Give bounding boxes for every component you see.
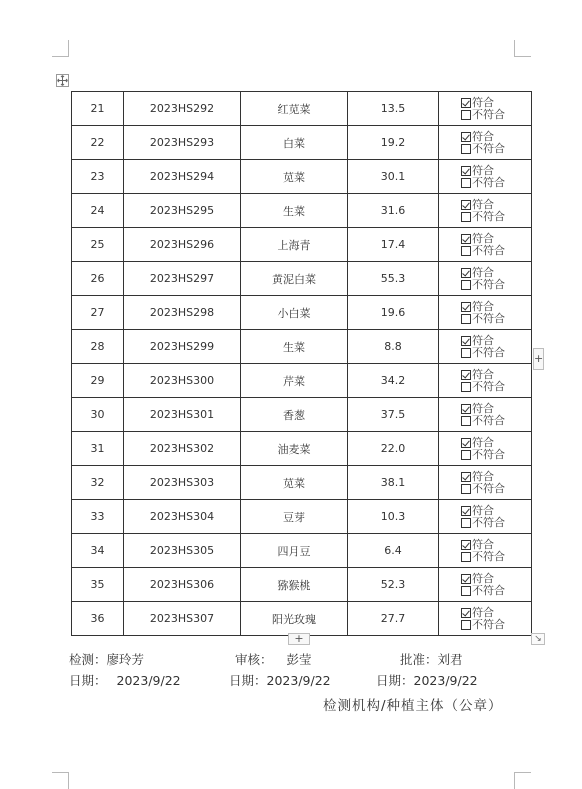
verdict-pass-option[interactable] <box>461 233 531 245</box>
result-value-cell[interactable]: 30.1 <box>348 160 439 194</box>
verdict-pass-option[interactable] <box>461 505 531 517</box>
checkbox-checked-icon[interactable] <box>461 302 471 312</box>
checkbox-empty-icon[interactable] <box>461 110 471 120</box>
checkbox-checked-icon[interactable] <box>461 234 471 244</box>
verdict-cell[interactable] <box>439 568 532 602</box>
sample-name-cell[interactable]: 上海青 <box>241 228 348 262</box>
verdict-pass-option-label: 符合 <box>472 333 494 347</box>
sample-name-cell[interactable]: 生菜 <box>241 330 348 364</box>
crop-mark-bottom-right <box>514 772 531 789</box>
verdict-pass-option[interactable] <box>461 607 531 619</box>
date-line-2 <box>229 671 331 689</box>
approver-label: 批准： <box>400 652 438 667</box>
checkbox-empty-icon[interactable] <box>461 518 471 528</box>
verdict-cell[interactable] <box>439 398 532 432</box>
sample-name-cell[interactable]: 小白菜 <box>241 296 348 330</box>
verdict-pass-option-label: 符合 <box>472 571 494 585</box>
sample-code-cell[interactable]: 2023HS302 <box>124 432 241 466</box>
approver-name: 刘君 <box>437 652 463 667</box>
checkbox-checked-icon[interactable] <box>461 506 471 516</box>
row-number-cell[interactable]: 24 <box>72 194 124 228</box>
row-number-cell[interactable]: 25 <box>72 228 124 262</box>
result-value-cell[interactable]: 52.3 <box>348 568 439 602</box>
verdict-pass-option[interactable] <box>461 437 531 449</box>
verdict-fail-option-label: 不符合 <box>472 277 505 291</box>
table-row <box>72 500 532 534</box>
sample-code-cell[interactable]: 2023HS303 <box>124 466 241 500</box>
row-number-cell[interactable]: 32 <box>72 466 124 500</box>
checkbox-checked-icon[interactable] <box>461 370 471 380</box>
verdict-fail-option-label: 不符合 <box>472 549 505 563</box>
table-row <box>72 602 532 636</box>
table-row <box>72 296 532 330</box>
verdict-fail-option[interactable] <box>461 381 531 393</box>
verdict-fail-option[interactable] <box>461 347 531 359</box>
row-number-cell[interactable]: 21 <box>72 92 124 126</box>
verdict-pass-option[interactable] <box>461 369 531 381</box>
sample-name-cell[interactable]: 黄泥白菜 <box>241 262 348 296</box>
verdict-fail-option-label: 不符合 <box>472 107 505 121</box>
sample-code-cell[interactable]: 2023HS306 <box>124 568 241 602</box>
result-value-cell[interactable]: 6.4 <box>348 534 439 568</box>
result-value-cell[interactable]: 13.5 <box>348 92 439 126</box>
date-line-3 <box>376 671 478 689</box>
approver-line <box>400 650 463 668</box>
sample-name-cell[interactable]: 红苋菜 <box>241 92 348 126</box>
verdict-fail-option-label: 不符合 <box>472 481 505 495</box>
verdict-pass-option[interactable] <box>461 539 531 551</box>
verdict-cell[interactable] <box>439 602 532 636</box>
verdict-fail-option[interactable] <box>461 313 531 325</box>
verdict-pass-option-label: 符合 <box>472 95 494 109</box>
verdict-pass-option[interactable] <box>461 301 531 313</box>
verdict-cell[interactable] <box>439 534 532 568</box>
verdict-cell[interactable] <box>439 126 532 160</box>
sample-code-cell[interactable]: 2023HS296 <box>124 228 241 262</box>
verdict-pass-option-label: 符合 <box>472 265 494 279</box>
sample-code-cell[interactable]: 2023HS299 <box>124 330 241 364</box>
checkbox-empty-icon[interactable] <box>461 586 471 596</box>
checkbox-checked-icon[interactable] <box>461 166 471 176</box>
checkbox-empty-icon[interactable] <box>461 620 471 630</box>
date-label-3: 日期： <box>376 673 414 688</box>
add-column-button[interactable]: + <box>533 348 544 370</box>
sample-code-cell[interactable]: 2023HS293 <box>124 126 241 160</box>
checkbox-checked-icon[interactable] <box>461 438 471 448</box>
result-value-cell[interactable]: 27.7 <box>348 602 439 636</box>
checkbox-empty-icon[interactable] <box>461 484 471 494</box>
sample-name-cell[interactable]: 阳光玫瑰 <box>241 602 348 636</box>
verdict-pass-option[interactable] <box>461 335 531 347</box>
checkbox-empty-icon[interactable] <box>461 416 471 426</box>
verdict-cell[interactable] <box>439 296 532 330</box>
checkbox-empty-icon[interactable] <box>461 178 471 188</box>
verdict-fail-option[interactable] <box>461 449 531 461</box>
add-row-button[interactable]: + <box>288 633 310 645</box>
verdict-cell[interactable] <box>439 432 532 466</box>
checkbox-checked-icon[interactable] <box>461 132 471 142</box>
verdict-pass-option-label: 符合 <box>472 197 494 211</box>
verdict-cell[interactable] <box>439 160 532 194</box>
sample-code-cell[interactable]: 2023HS298 <box>124 296 241 330</box>
table-row <box>72 398 532 432</box>
verdict-fail-option-label: 不符合 <box>472 141 505 155</box>
verdict-cell[interactable] <box>439 262 532 296</box>
row-number-cell[interactable]: 33 <box>72 500 124 534</box>
crop-mark-top-left <box>52 40 69 57</box>
sample-name-cell[interactable]: 香葱 <box>241 398 348 432</box>
verdict-cell[interactable] <box>439 228 532 262</box>
table-row <box>72 330 532 364</box>
verdict-fail-option-label: 不符合 <box>472 209 505 223</box>
verdict-fail-option[interactable] <box>461 279 531 291</box>
checkbox-empty-icon[interactable] <box>461 314 471 324</box>
verdict-fail-option[interactable] <box>461 619 531 631</box>
verdict-cell[interactable] <box>439 330 532 364</box>
result-value-cell[interactable]: 31.6 <box>348 194 439 228</box>
result-value-cell[interactable]: 8.8 <box>348 330 439 364</box>
verdict-pass-option-label: 符合 <box>472 435 494 449</box>
verdict-fail-option-label: 不符合 <box>472 617 505 631</box>
sample-code-cell[interactable]: 2023HS295 <box>124 194 241 228</box>
verdict-fail-option[interactable] <box>461 483 531 495</box>
checkbox-checked-icon[interactable] <box>461 472 471 482</box>
verdict-fail-option-label: 不符合 <box>472 345 505 359</box>
sample-name-cell[interactable]: 苋菜 <box>241 466 348 500</box>
row-number-cell[interactable]: 23 <box>72 160 124 194</box>
sample-name-cell[interactable]: 芹菜 <box>241 364 348 398</box>
verdict-fail-option-label: 不符合 <box>472 413 505 427</box>
checkbox-empty-icon[interactable] <box>461 382 471 392</box>
sample-code-cell[interactable]: 2023HS307 <box>124 602 241 636</box>
verdict-fail-option-label: 不符合 <box>472 175 505 189</box>
inspector-label: 检测： <box>69 652 107 667</box>
result-value-cell[interactable]: 10.3 <box>348 500 439 534</box>
checkbox-checked-icon[interactable] <box>461 608 471 618</box>
date-label-1: 日期： <box>69 673 107 688</box>
checkbox-empty-icon[interactable] <box>461 348 471 358</box>
table-row <box>72 194 532 228</box>
sample-name-cell[interactable]: 白菜 <box>241 126 348 160</box>
verdict-fail-option[interactable] <box>461 177 531 189</box>
date-value-2: 2023/9/22 <box>266 673 331 688</box>
row-number-cell[interactable]: 27 <box>72 296 124 330</box>
table-row <box>72 432 532 466</box>
table-row <box>72 92 532 126</box>
result-value-cell[interactable]: 17.4 <box>348 228 439 262</box>
row-number-cell[interactable]: 35 <box>72 568 124 602</box>
checkbox-empty-icon[interactable] <box>461 144 471 154</box>
sample-name-cell[interactable]: 苋菜 <box>241 160 348 194</box>
table-row <box>72 262 532 296</box>
checkbox-checked-icon[interactable] <box>461 540 471 550</box>
table-row <box>72 466 532 500</box>
verdict-pass-option[interactable] <box>461 471 531 483</box>
verdict-pass-option[interactable] <box>461 267 531 279</box>
sample-name-cell[interactable]: 四月豆 <box>241 534 348 568</box>
verdict-cell[interactable] <box>439 500 532 534</box>
table-resize-handle[interactable]: ↘ <box>531 633 545 645</box>
verdict-pass-option-label: 符合 <box>472 163 494 177</box>
result-value-cell[interactable]: 19.6 <box>348 296 439 330</box>
checkbox-empty-icon[interactable] <box>461 246 471 256</box>
verdict-pass-option-label: 符合 <box>472 299 494 313</box>
crop-mark-bottom-left <box>52 772 69 789</box>
date-value-1: 2023/9/22 <box>116 673 181 688</box>
table-row <box>72 568 532 602</box>
verdict-fail-option[interactable] <box>461 517 531 529</box>
verdict-pass-option-label: 符合 <box>472 401 494 415</box>
sample-code-cell[interactable]: 2023HS301 <box>124 398 241 432</box>
result-value-cell[interactable]: 34.2 <box>348 364 439 398</box>
table-move-handle[interactable] <box>56 74 69 87</box>
reviewer-name: 彭莹 <box>286 652 312 667</box>
checkbox-checked-icon[interactable] <box>461 98 471 108</box>
table-row <box>72 126 532 160</box>
checkbox-empty-icon[interactable] <box>461 552 471 562</box>
checkbox-empty-icon[interactable] <box>461 280 471 290</box>
checkbox-empty-icon[interactable] <box>461 450 471 460</box>
verdict-fail-option[interactable] <box>461 143 531 155</box>
row-number-cell[interactable]: 28 <box>72 330 124 364</box>
verdict-pass-option-label: 符合 <box>472 537 494 551</box>
row-number-cell[interactable]: 29 <box>72 364 124 398</box>
date-line-1 <box>69 671 181 689</box>
verdict-pass-option[interactable] <box>461 97 531 109</box>
sample-name-cell[interactable]: 生菜 <box>241 194 348 228</box>
sample-code-cell[interactable]: 2023HS297 <box>124 262 241 296</box>
verdict-pass-option[interactable] <box>461 131 531 143</box>
sample-code-cell[interactable]: 2023HS304 <box>124 500 241 534</box>
verdict-fail-option[interactable] <box>461 245 531 257</box>
verdict-fail-option-label: 不符合 <box>472 379 505 393</box>
verdict-pass-option-label: 符合 <box>472 367 494 381</box>
checkbox-checked-icon[interactable] <box>461 268 471 278</box>
checkbox-checked-icon[interactable] <box>461 574 471 584</box>
row-number-cell[interactable]: 34 <box>72 534 124 568</box>
table-row <box>72 228 532 262</box>
verdict-fail-option[interactable] <box>461 551 531 563</box>
verdict-pass-option-label: 符合 <box>472 605 494 619</box>
move-icon <box>57 75 68 86</box>
verdict-fail-option[interactable] <box>461 109 531 121</box>
result-value-cell[interactable]: 38.1 <box>348 466 439 500</box>
reviewer-line <box>235 650 312 668</box>
sample-name-cell[interactable]: 油麦菜 <box>241 432 348 466</box>
verdict-pass-option[interactable] <box>461 199 531 211</box>
verdict-fail-option[interactable] <box>461 585 531 597</box>
verdict-pass-option-label: 符合 <box>472 231 494 245</box>
verdict-fail-option-label: 不符合 <box>472 311 505 325</box>
verdict-pass-option[interactable] <box>461 165 531 177</box>
official-seal-label: 检测机构/种植主体（公章） <box>323 698 503 714</box>
verdict-fail-option-label: 不符合 <box>472 515 505 529</box>
verdict-fail-option[interactable] <box>461 415 531 427</box>
table-row <box>72 364 532 398</box>
verdict-cell[interactable] <box>439 194 532 228</box>
inspector-line <box>69 650 144 668</box>
date-value-3: 2023/9/22 <box>413 673 478 688</box>
sample-code-cell[interactable]: 2023HS300 <box>124 364 241 398</box>
checkbox-checked-icon[interactable] <box>461 404 471 414</box>
verdict-pass-option[interactable] <box>461 403 531 415</box>
sample-code-cell[interactable]: 2023HS294 <box>124 160 241 194</box>
row-number-cell[interactable]: 22 <box>72 126 124 160</box>
result-value-cell[interactable]: 55.3 <box>348 262 439 296</box>
result-value-cell[interactable]: 37.5 <box>348 398 439 432</box>
sample-code-cell[interactable]: 2023HS305 <box>124 534 241 568</box>
verdict-fail-option-label: 不符合 <box>472 243 505 257</box>
verdict-fail-option-label: 不符合 <box>472 447 505 461</box>
crop-mark-top-right <box>514 40 531 57</box>
sample-name-cell[interactable]: 猕猴桃 <box>241 568 348 602</box>
verdict-cell[interactable] <box>439 92 532 126</box>
reviewer-label: 审核： <box>235 652 273 667</box>
verdict-fail-option-label: 不符合 <box>472 583 505 597</box>
verdict-cell[interactable] <box>439 466 532 500</box>
row-number-cell[interactable]: 31 <box>72 432 124 466</box>
verdict-pass-option-label: 符合 <box>472 129 494 143</box>
row-number-cell[interactable]: 36 <box>72 602 124 636</box>
checkbox-checked-icon[interactable] <box>461 200 471 210</box>
result-value-cell[interactable]: 19.2 <box>348 126 439 160</box>
inspector-name: 廖玲芳 <box>106 652 145 667</box>
date-label-2: 日期： <box>229 673 267 688</box>
verdict-cell[interactable] <box>439 364 532 398</box>
table-row <box>72 160 532 194</box>
sample-name-cell[interactable]: 豆芽 <box>241 500 348 534</box>
verdict-fail-option[interactable] <box>461 211 531 223</box>
verdict-pass-option-label: 符合 <box>472 503 494 517</box>
verdict-pass-option-label: 符合 <box>472 469 494 483</box>
checkbox-empty-icon[interactable] <box>461 212 471 222</box>
row-number-cell[interactable]: 26 <box>72 262 124 296</box>
checkbox-checked-icon[interactable] <box>461 336 471 346</box>
results-table <box>71 91 532 636</box>
table-row <box>72 534 532 568</box>
row-number-cell[interactable]: 30 <box>72 398 124 432</box>
result-value-cell[interactable]: 22.0 <box>348 432 439 466</box>
verdict-pass-option[interactable] <box>461 573 531 585</box>
sample-code-cell[interactable]: 2023HS292 <box>124 92 241 126</box>
